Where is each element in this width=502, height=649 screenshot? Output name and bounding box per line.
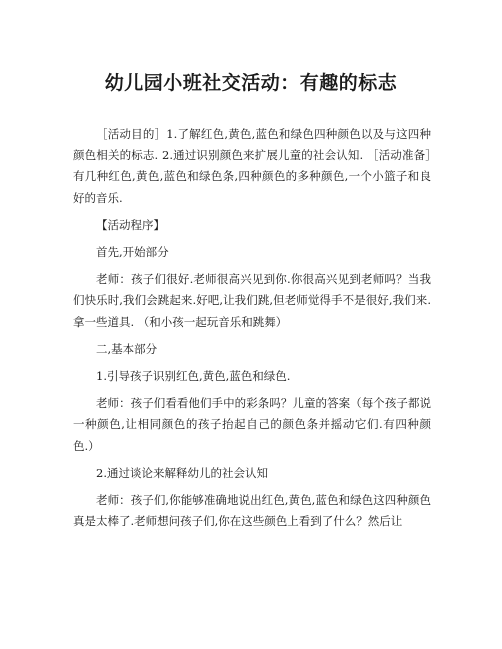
paragraph-section-two: 二,基本部分 <box>96 341 158 356</box>
paragraph-section-one: 首先,开始部分 <box>96 245 169 260</box>
paragraph-activity-goal: ［活动目的］1.了解红色,黄色,蓝色和绿色四种颜色以及与这四种颜色相关的标志. 2.通过识别颜色来扩展儿童的社会认知. ［活动准备］有几种红色,黄色,蓝色和绿色条,四种颜色的多种颜色,一个小篮子和良好的音乐. <box>73 127 431 205</box>
paragraph-teacher-greeting: 老师：孩子们很好.老师很高兴见到你.你很高兴见到老师吗？当我们快乐时,我们会跳起来.好吧,让我们跳,但老师觉得手不是很好,我们来.拿一些道具. （和小孩一起玩音乐和跳舞） <box>73 272 431 329</box>
paragraph-procedure-heading: 【活动程序】 <box>96 217 165 232</box>
document-title: 幼儿园小班社交活动：有趣的标志 <box>104 72 398 94</box>
paragraph-teacher-colors: 老师：孩子们看看他们手中的彩条吗？儿童的答案（每个孩子都说一种颜色,让相同颜色的孩子抬起自己的颜色条并摇动它们.有四种颜色.） <box>73 396 431 453</box>
paragraph-step-one: 1.引导孩子识别红色,黄色,蓝色和绿色. <box>96 369 291 384</box>
document-body <box>73 124 431 538</box>
paragraph-step-two: 2.通过谈论来解释幼儿的社会认知 <box>96 465 268 480</box>
paragraph-teacher-question: 老师：孩子们,你能够准确地说出红色,黄色,蓝色和绿色这四种颜色真是太棒了.老师想问孩子们,你在这些颜色上看到了什么？然后让 <box>73 493 431 529</box>
